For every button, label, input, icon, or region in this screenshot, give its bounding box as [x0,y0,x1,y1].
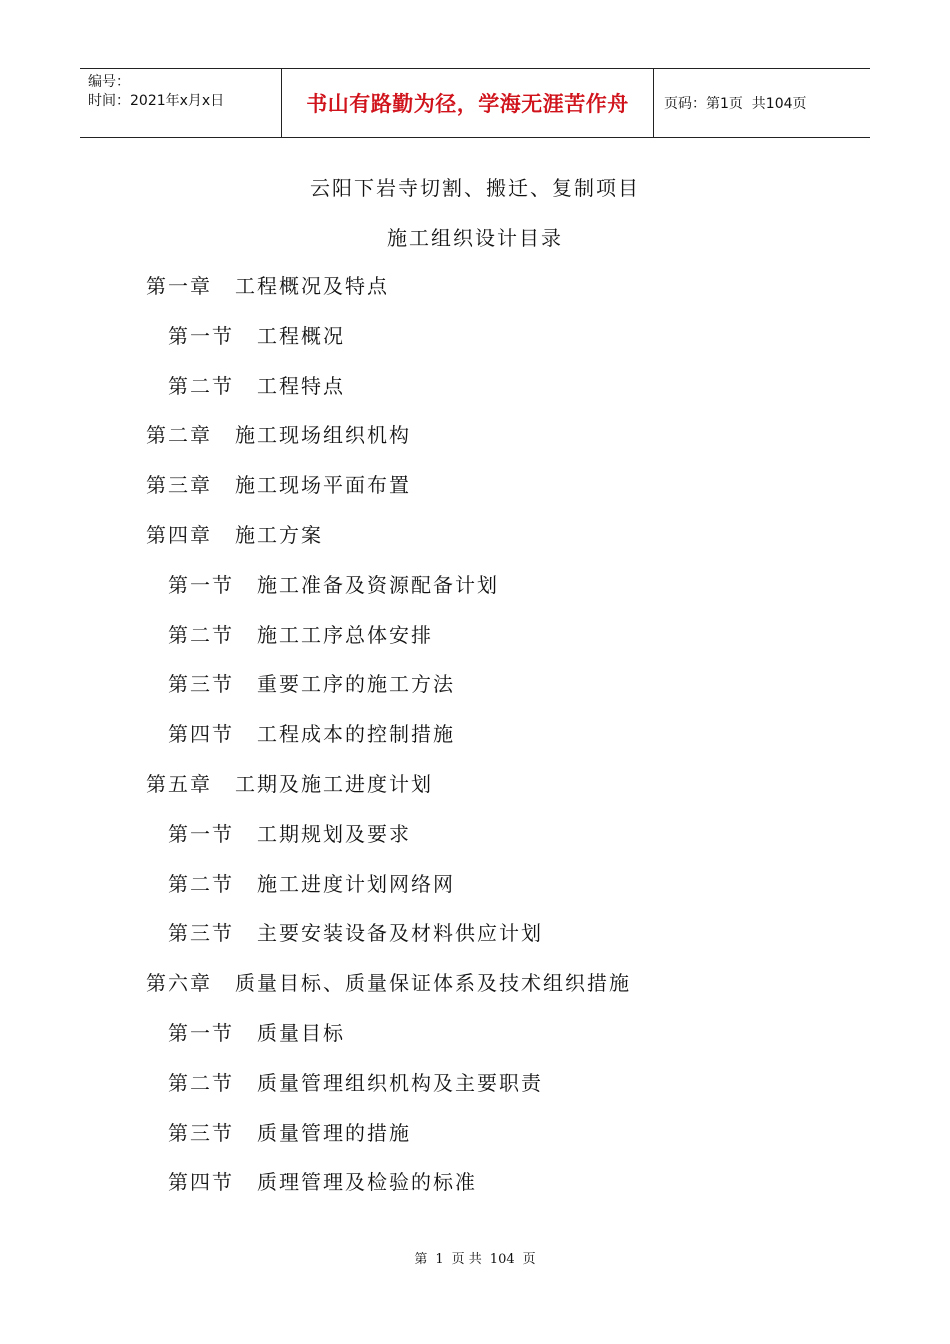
footer-mid: 页 共 [451,1252,482,1267]
toc-title: 工程特点 [257,373,345,398]
footer-prefix: 第 [414,1252,428,1267]
footer-page-number: 1 [435,1252,444,1267]
toc-title: 重要工序的施工方法 [257,672,455,697]
toc-number: 第一节 [168,572,234,597]
toc-chapter [0,419,950,469]
toc-section [0,868,950,918]
toc-chapter [0,967,950,1017]
toc-chapter [0,270,950,320]
toc-number: 第一节 [168,323,234,348]
toc-section [0,1166,950,1216]
toc-number: 第一节 [168,1020,234,1045]
document-title: 云阳下岩寺切割、搬迁、复制项目 [310,176,640,200]
toc-title: 施工方案 [235,522,323,547]
toc-section [0,718,950,768]
toc-section [0,370,950,420]
toc-number: 第二节 [168,871,234,896]
toc-title: 主要安装设备及材料供应计划 [257,921,543,946]
toc-number: 第三节 [168,1120,234,1145]
toc-chapter [0,469,950,519]
toc-title: 工程概况及特点 [235,274,389,298]
toc-number: 第一章 [146,274,212,298]
toc-number: 第一节 [168,821,234,846]
toc-chapter [0,519,950,569]
toc-number: 第二节 [168,622,234,647]
footer-suffix: 页 [522,1252,536,1267]
toc-section [0,668,950,718]
toc-section [0,818,950,868]
toc-number: 第五章 [146,771,212,796]
toc-title: 质量管理的措施 [257,1120,411,1145]
toc-title: 施工现场组织机构 [235,423,411,448]
toc-title: 工期规划及要求 [257,821,411,846]
page-header [80,68,870,138]
toc-number: 第二节 [168,373,234,398]
toc-chapter [0,768,950,818]
toc-section [0,1017,950,1067]
toc-section [0,619,950,669]
toc-title: 施工准备及资源配备计划 [257,572,499,597]
toc-title: 质量目标、质量保证体系及技术组织措施 [235,971,631,996]
document-subtitle: 施工组织设计目录 [387,226,563,250]
toc-number: 第四章 [146,522,212,547]
toc-number: 第四节 [168,1170,234,1195]
header-number-label: 编号： [88,74,130,90]
toc-section [0,917,950,967]
toc-number: 第三节 [168,672,234,697]
toc-number: 第三节 [168,921,234,946]
toc-title: 质量目标 [257,1020,345,1045]
toc-number: 第二章 [146,423,212,448]
toc-title: 质理管理及检验的标准 [257,1170,477,1195]
toc-section [0,320,950,370]
toc-title: 施工进度计划网络网 [257,871,455,896]
toc-number: 第三章 [146,473,212,498]
toc-section [0,1117,950,1167]
header-time-label: 时间：2021年x月x日 [88,93,225,109]
toc-number: 第二节 [168,1070,234,1095]
toc-title: 工程概况 [257,323,345,348]
toc-title: 质量管理组织机构及主要职责 [257,1070,543,1095]
table-of-contents [0,270,950,1216]
header-motto: 书山有路勤为径，学海无涯苦作舟 [282,69,654,137]
toc-title: 工期及施工进度计划 [235,771,433,796]
toc-title: 工程成本的控制措施 [257,722,455,747]
header-meta [80,69,282,137]
toc-title: 施工工序总体安排 [257,622,433,647]
toc-number: 第六章 [146,971,212,996]
page-footer [0,1248,950,1267]
toc-title: 施工现场平面布置 [235,473,411,498]
header-page-info: 页码：第1页 共104页 [664,96,807,112]
footer-total-pages: 104 [489,1252,515,1267]
toc-number: 第四节 [168,722,234,747]
toc-section [0,1067,950,1117]
toc-section [0,569,950,619]
